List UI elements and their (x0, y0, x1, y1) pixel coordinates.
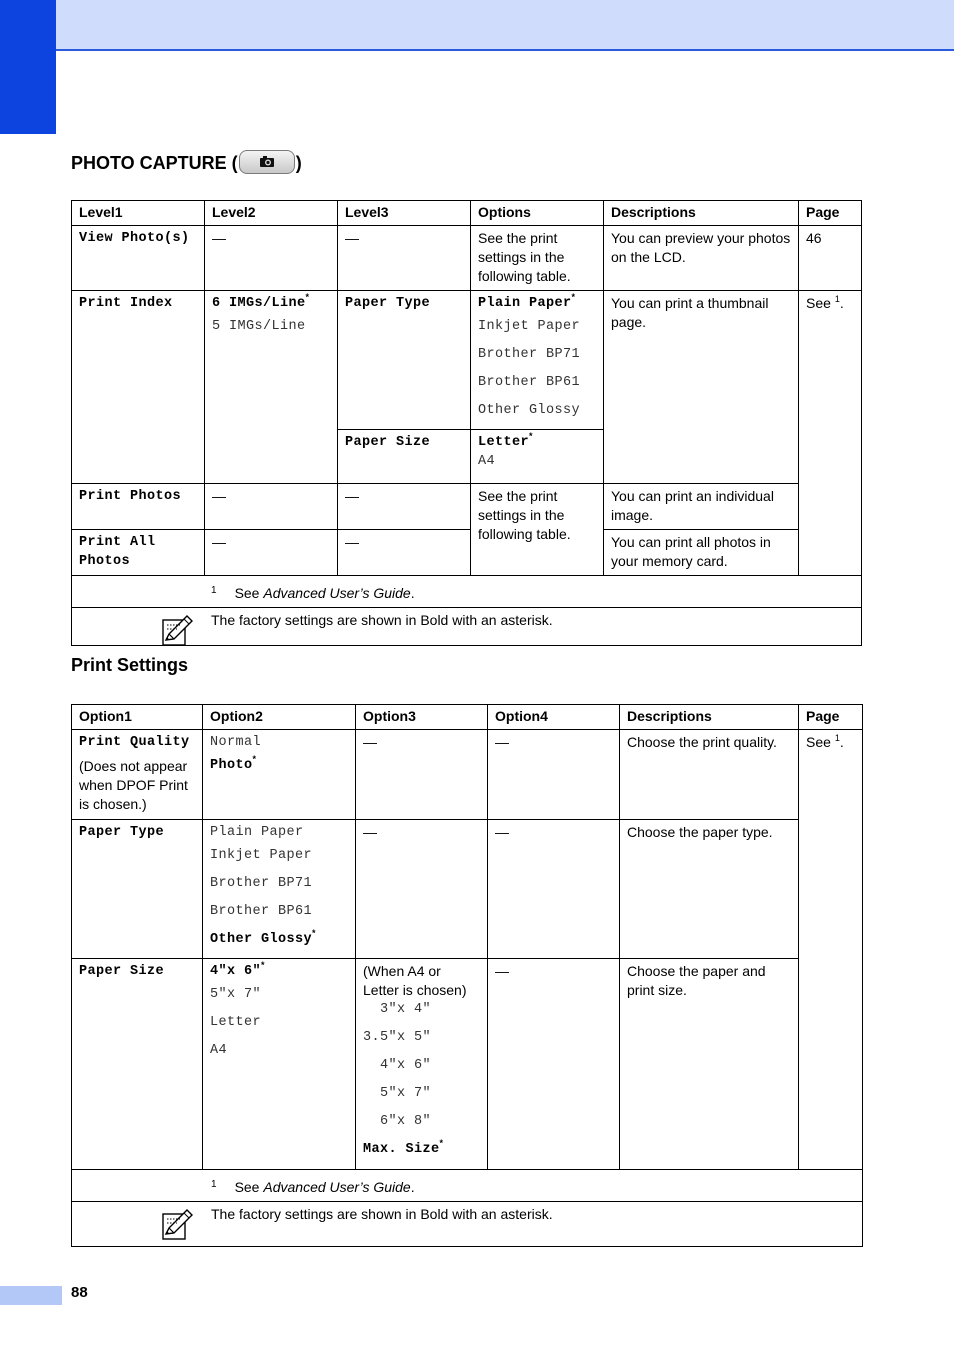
print-settings-table (71, 704, 863, 1247)
header-cell: Page (799, 705, 863, 730)
option-default: Max. Size* (363, 1138, 444, 1157)
description-text: Choose the print quality. (620, 730, 799, 820)
header-cell: Descriptions (604, 201, 799, 226)
photo-capture-table (71, 200, 862, 646)
note-text: The factory settings are shown in Bold with an asterisk. (211, 612, 553, 628)
header-cell: Level1 (72, 201, 205, 226)
option-item: Inkjet Paper (478, 319, 581, 334)
camera-icon (239, 150, 295, 174)
option1-paper-type: Paper Type (79, 825, 165, 840)
dash: — (338, 530, 471, 576)
description-text: You can print a thumbnail page. (604, 291, 799, 484)
option-item: 6"x 8" (363, 1114, 432, 1129)
dash: — (488, 820, 620, 959)
option-item: A4 (478, 454, 496, 469)
dash: — (356, 730, 488, 820)
option-default: Photo* (210, 754, 257, 773)
option-item: Brother BP71 (210, 876, 313, 891)
photo-capture-heading: PHOTO CAPTURE ( ) (71, 150, 302, 174)
table-row (72, 820, 863, 959)
option-default: 6 IMGs/Line* (212, 292, 310, 311)
option-item: Plain Paper (210, 825, 304, 840)
footnote: $^1$ See Advanced User’s Guide. (72, 1170, 863, 1202)
option-item: Inkjet Paper (210, 848, 313, 863)
level1-print-all: Print All Photos (79, 535, 156, 569)
footnote-row (72, 576, 862, 608)
dash: — (356, 820, 488, 959)
level3-paper-type: Paper Type (345, 296, 431, 311)
option-item: 4"x 6" (363, 1058, 432, 1073)
note-pencil-icon (160, 1207, 196, 1241)
dash: — (338, 226, 471, 291)
option-item: Brother BP71 (478, 347, 581, 362)
option1-print-quality: Print Quality (79, 735, 190, 750)
note-text: The factory settings are shown in Bold with an asterisk. (211, 1206, 553, 1222)
page-ref: See $^1$. (799, 291, 862, 576)
page-ref: See $^1$. (799, 730, 863, 1170)
option-item: Other Glossy (478, 403, 581, 418)
note-row (72, 608, 862, 646)
header-cell: Option4 (488, 705, 620, 730)
note-row (72, 1202, 863, 1247)
page-ref: 46 (799, 226, 862, 291)
table-row (72, 530, 862, 576)
header-cell: Option1 (72, 705, 203, 730)
table-header-row (72, 201, 862, 226)
table-header-row (72, 705, 863, 730)
header-cell: Option2 (203, 705, 356, 730)
dash: — (205, 226, 338, 291)
option-item: 5"x 7" (363, 1086, 432, 1101)
level1-print-photos: Print Photos (79, 489, 182, 504)
level1-print-index: Print Index (79, 296, 173, 311)
description-text: You can preview your photos on the LCD. (604, 226, 799, 291)
chapter-tab (0, 0, 56, 134)
header-cell: Level2 (205, 201, 338, 226)
header-band (0, 0, 954, 51)
header-cell: Descriptions (620, 705, 799, 730)
header-cell: Page (799, 201, 862, 226)
option-default: Other Glossy* (210, 928, 316, 947)
dash: — (488, 730, 620, 820)
option3-note: (When A4 or Letter is chosen) (363, 963, 467, 998)
table-row (72, 959, 863, 1170)
table-row (72, 226, 862, 291)
header-cell: Level3 (338, 201, 471, 226)
option1-paper-size: Paper Size (79, 964, 165, 979)
option-item: 5"x 7" (210, 987, 262, 1002)
page-number-tab (0, 1286, 62, 1305)
option-default: Letter* (478, 431, 533, 450)
description-text: You can print an individual image. (604, 484, 799, 530)
description-text: Choose the paper and print size. (620, 959, 799, 1170)
option-default: Plain Paper* (478, 292, 576, 311)
level3-paper-size: Paper Size (345, 435, 431, 450)
note-pencil-icon (160, 613, 196, 647)
page-number: 88 (71, 1284, 88, 1301)
header-cell: Options (471, 201, 604, 226)
options-text: See the print settings in the following table. (471, 484, 604, 576)
table-row (72, 291, 862, 430)
option-item: Normal (210, 735, 262, 750)
print-settings-heading: Print Settings (71, 655, 189, 675)
option-item: Letter (210, 1015, 262, 1030)
header-cell: Option3 (356, 705, 488, 730)
option-default: 4"x 6"* (210, 960, 265, 979)
option-item: 5 IMGs/Line (212, 319, 306, 334)
table-row (72, 730, 863, 820)
option-item: A4 (210, 1043, 228, 1058)
options-text: See the print settings in the following table. (471, 226, 604, 291)
option-item: Brother BP61 (478, 375, 581, 390)
table-row (72, 484, 862, 530)
footnote: $^1$ See Advanced User’s Guide. (72, 576, 862, 608)
description-text: You can print all photos in your memory card. (604, 530, 799, 576)
level1-view-photos: View Photo(s) (79, 231, 190, 246)
description-text: Choose the paper type. (620, 820, 799, 959)
dash: — (205, 484, 338, 530)
option1-note: (Does not appear when DPOF Print is chosen.) (79, 758, 188, 812)
option-item: 3.5"x 5" (363, 1030, 432, 1045)
dash: — (488, 959, 620, 1170)
option-item: 3"x 4" (363, 1002, 432, 1017)
footnote-row (72, 1170, 863, 1202)
option-item: Brother BP61 (210, 904, 313, 919)
dash: — (205, 530, 338, 576)
dash: — (338, 484, 471, 530)
